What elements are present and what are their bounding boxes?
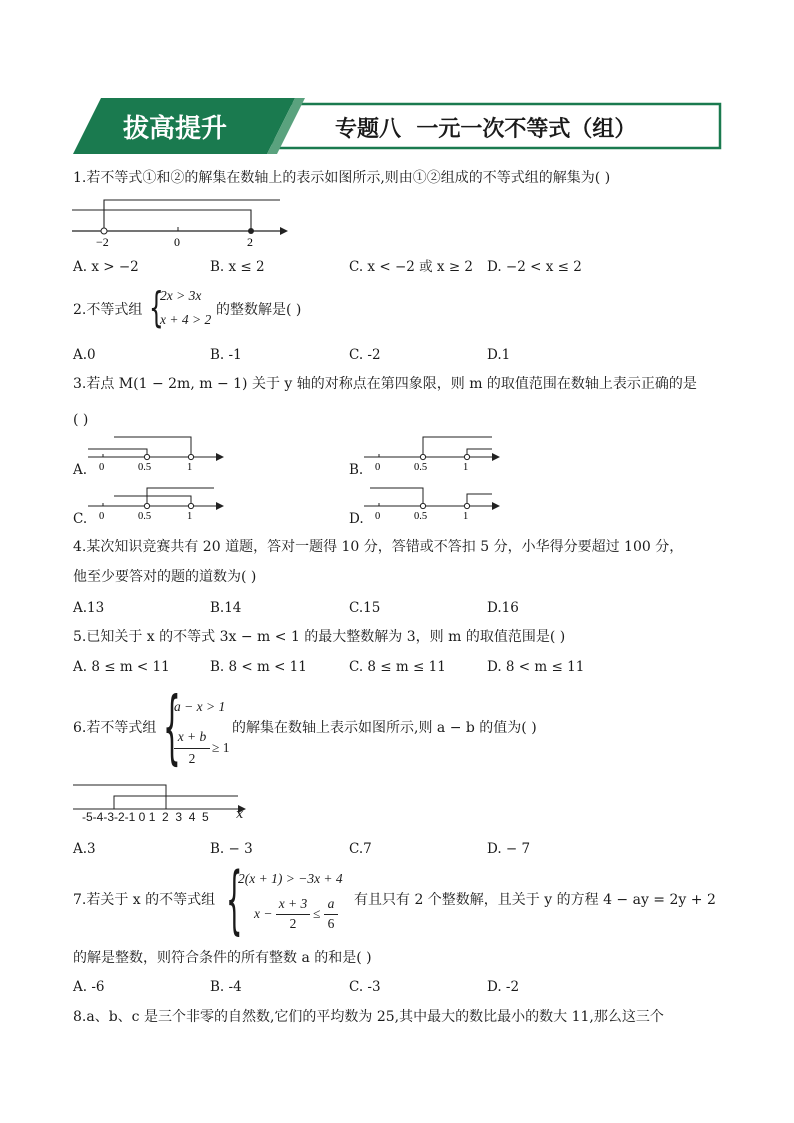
q6-option-b: B. − 3 (210, 841, 253, 857)
q6-axis-var: x (236, 807, 244, 822)
q3-option-b-label: B. (349, 462, 364, 478)
q2-option-b: B. -1 (210, 347, 242, 363)
q4-option-b: B.14 (210, 600, 242, 616)
section-banner (73, 98, 723, 154)
q7-frac1-num: x + 3 (278, 896, 308, 911)
q3-option-c-label: C. (73, 511, 88, 527)
question-4-line-2: 他至少要答对的题的道数为( ) (73, 569, 257, 585)
question-4-line-1: 4.某次知识竞赛共有 20 道题，答对一题得 10 分，答错或不答扣 5 分，小华得分要超过 100 分， (73, 539, 684, 555)
q7-option-c: C. -3 (349, 979, 381, 995)
q2-option-d: D.1 (487, 347, 511, 363)
q3-a-tick: 0 (99, 462, 105, 473)
q3-c-tick: 1 (187, 511, 193, 522)
q6-option-a: A.3 (73, 841, 96, 857)
q3-b-tick: 0.5 (414, 462, 428, 473)
q3-option-a-label: A. (73, 462, 88, 478)
q6-suffix: 的解集在数轴上表示如图所示,则 a − b 的值为( ) (232, 720, 537, 736)
q6-option-d: D. − 7 (487, 841, 531, 857)
q3-option-c-number-line (86, 482, 231, 522)
q1-tick-label: 0 (174, 235, 180, 249)
question-3-paren: ( ) (73, 412, 89, 428)
q6-frac-num: x + b (177, 729, 207, 744)
q3-option-d-label: D. (349, 511, 364, 527)
q7-frac1-bar (276, 914, 310, 915)
q3-a-tick: 0.5 (138, 462, 152, 473)
q7-suffix: 有且只有 2 个整数解，且关于 y 的方程 4 − ay = 2y + 2 (354, 892, 716, 908)
q3-a-tick: 1 (187, 462, 193, 473)
q2-brace: { (149, 283, 164, 332)
question-5-text: 5.已知关于 x 的不等式 3x − m < 1 的最大整数解为 3，则 m 的取值范围是( ) (73, 629, 566, 645)
q3-d-tick: 0.5 (414, 511, 428, 522)
q3-b-tick: 1 (463, 462, 469, 473)
q1-tick-label: 2 (247, 235, 253, 249)
question-1-text: 1.若不等式①和②的解集在数轴上的表示如图所示,则由①②组成的不等式组的解集为( ) (73, 170, 611, 186)
q2-option-c: C. -2 (349, 347, 381, 363)
q6-axis-labels: -5-4-3-2-1 0 1 2 3 4 5 (82, 810, 209, 824)
q3-d-tick: 0 (375, 511, 381, 522)
question-2-prefix: 2.不等式组 (73, 302, 143, 318)
q2-inequality-1: 2x > 3x (160, 288, 202, 303)
q7-frac2-den: 6 (327, 916, 335, 931)
q5-option-a: A. 8 ≤ m < 11 (73, 659, 170, 675)
q7-frac2-num: a (327, 896, 335, 911)
q7-rel: ≤ (313, 906, 321, 921)
q3-d-tick: 1 (463, 511, 469, 522)
q3-option-d-number-line (362, 482, 507, 522)
question-3-text: 3.若点 M(1 − 2m, m − 1) 关于 y 轴的对称点在第四象限，则 m 的取值范围在数轴上表示正确的是 (73, 376, 697, 392)
q5-option-b: B. 8 < m < 11 (210, 659, 307, 675)
question-8-text: 8.a、b、c 是三个非零的自然数,它们的平均数为 25,其中最大的数比最小的数大 11,那么这三个 (73, 1009, 664, 1025)
q6-frac-rel: ≥ 1 (212, 740, 230, 755)
q4-option-c: C.15 (349, 600, 381, 616)
q3-c-tick: 0 (99, 511, 105, 522)
banner-badge: 拔高提升 (123, 114, 228, 144)
q7-option-a: A. -6 (73, 979, 105, 995)
q7-option-d: D. -2 (487, 979, 520, 995)
q7-frac1-den: 2 (289, 916, 297, 931)
q1-option-c: C. x < −2 或 x ≥ 2 (349, 259, 474, 275)
question-7-line-2: 的解是整数，则符合条件的所有整数 a 的和是( ) (73, 950, 372, 966)
q3-b-tick: 0 (375, 462, 381, 473)
q1-tick-label: −2 (96, 235, 109, 249)
question-6-prefix: 6.若不等式组 (73, 720, 157, 736)
q4-option-d: D.16 (487, 600, 519, 616)
q3-option-b-number-line (362, 433, 507, 473)
q7-inequality-1: 2(x + 1) > −3x + 4 (238, 871, 343, 886)
q6-frac-den: 2 (188, 751, 196, 766)
q7-line2-lhs: x − (254, 906, 273, 921)
q1-option-d: D. −2 < x ≤ 2 (487, 259, 582, 275)
q1-number-line (70, 196, 290, 250)
page-title: 专题八 一元一次不等式（组） (335, 117, 637, 142)
q7-option-b: B. -4 (210, 979, 242, 995)
q6-fraction-bar (174, 748, 210, 749)
q3-c-tick: 0.5 (138, 511, 152, 522)
q1-option-b: B. x ≤ 2 (210, 259, 265, 275)
q6-brace: { (163, 680, 181, 773)
q5-option-c: C. 8 ≤ m ≤ 11 (349, 659, 446, 675)
q1-option-a: A. x > −2 (73, 259, 139, 275)
q7-frac2-bar (324, 914, 338, 915)
q4-option-a: A.13 (73, 600, 105, 616)
q6-option-c: C.7 (349, 841, 372, 857)
q2-suffix: 的整数解是( ) (216, 302, 302, 318)
question-7-prefix: 7.若关于 x 的不等式组 (73, 892, 216, 908)
q2-inequality-2: x + 4 > 2 (160, 312, 212, 327)
q2-option-a: A.0 (73, 347, 96, 363)
q5-option-d: D. 8 < m ≤ 11 (487, 659, 585, 675)
q3-option-a-number-line (86, 433, 231, 473)
q7-brace: { (226, 857, 243, 943)
q6-inequality-1: a − x > 1 (174, 699, 226, 714)
